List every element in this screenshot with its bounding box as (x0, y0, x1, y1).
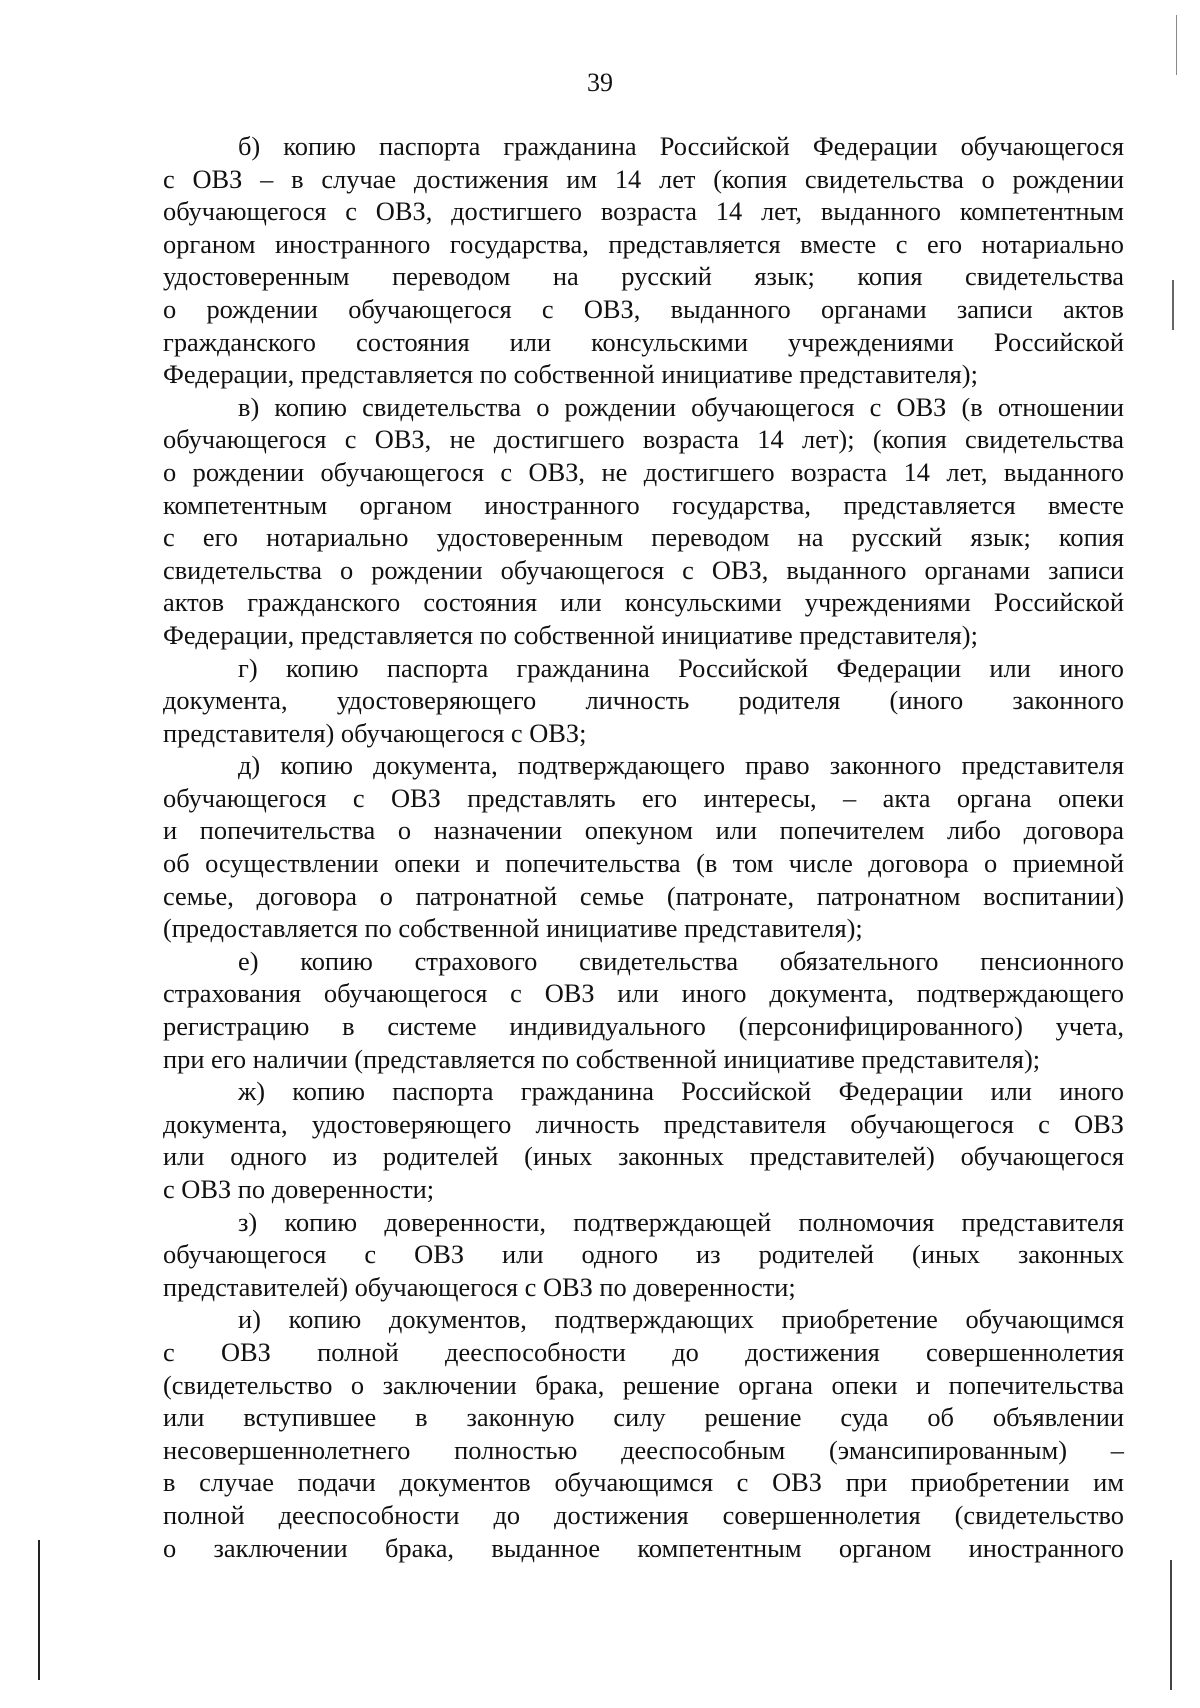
text-line: и попечительства о назначении опекуном или попечителем либо договора (163, 815, 1124, 846)
text-line: компетентным органом иностранного государства, представляется вместе (163, 489, 1124, 520)
text-line: или вступившее в законную силу решение суда об объявлении (163, 1402, 1124, 1433)
text-line: ж) копию паспорта гражданина Российской Федерации или иного (238, 1076, 1124, 1107)
text-line: и) копию документов, подтверждающих приобретение обучающимся (238, 1304, 1124, 1335)
text-line: семье, договора о патронатной семье (патронате, патронатном воспитании) (163, 880, 1124, 911)
text-line: обучающегося с ОВЗ, не достигшего возраста 14 лет); (копия свидетельства (163, 424, 1124, 455)
text-line: о заключении брака, выданное компетентным органом иностранного (163, 1532, 1124, 1563)
text-line: з) копию доверенности, подтверждающей полномочия представителя (238, 1206, 1124, 1237)
text-line: с ОВЗ полной дееспособности до достижения совершеннолетия (163, 1336, 1124, 1367)
text-line: с ОВЗ по доверенности; (163, 1174, 435, 1204)
text-line: обучающегося с ОВЗ, достигшего возраста 14 лет, выданного компетентным (163, 196, 1124, 227)
text-line: свидетельства о рождении обучающегося с ОВЗ, выданного органами записи (163, 554, 1124, 585)
text-line: с ОВЗ – в случае достижения им 14 лет (копия свидетельства о рождении (163, 163, 1124, 194)
text-line: полной дееспособности до достижения совершеннолетия (свидетельство (163, 1499, 1124, 1530)
text-line: в) копию свидетельства о рождении обучающегося с ОВЗ (в отношении (238, 391, 1124, 422)
text-line: гражданского состояния или консульскими учреждениями Российской (163, 326, 1124, 357)
text-line: при его наличии (представляется по собственной инициативе представителя); (163, 1043, 1041, 1074)
text-line: представителей) обучающегося с ОВЗ по доверенности; (163, 1271, 796, 1302)
text-line: в случае подачи документов обучающимся с ОВЗ при приобретении им (163, 1467, 1124, 1498)
text-line: обучающегося с ОВЗ или одного из родителей (иных законных (163, 1239, 1124, 1270)
document-body (163, 130, 1124, 1564)
text-line: актов гражданского состояния или консульскими учреждениями Российской (163, 587, 1124, 618)
scan-artifact-left (38, 1540, 40, 1680)
text-line: г) копию паспорта гражданина Российской Федерации или иного (238, 652, 1124, 683)
scan-artifact-right (1172, 280, 1174, 330)
text-line: документа, удостоверяющего личность представителя обучающегося с ОВЗ (163, 1108, 1124, 1139)
scan-artifact-top-right (1176, 15, 1177, 75)
text-line: о рождении обучающегося с ОВЗ, выданного органами записи актов (163, 293, 1124, 324)
scan-artifact-bottom-right (1170, 1560, 1172, 1690)
text-line: Федерации, представляется по собственной инициативе представителя); (163, 619, 978, 650)
text-line: д) копию документа, подтверждающего право законного представителя (238, 750, 1124, 781)
page-number: 39 (587, 68, 613, 97)
text-line: или одного из родителей (иных законных представителей) обучающегося (163, 1141, 1124, 1172)
text-line: органом иностранного государства, представляется вместе с его нотариально (163, 228, 1124, 259)
text-line: Федерации, представляется по собственной инициативе представителя); (163, 359, 978, 390)
text-line: представителя) обучающегося с ОВЗ; (163, 717, 587, 748)
text-line: страхования обучающегося с ОВЗ или иного документа, подтверждающего (163, 978, 1124, 1009)
text-line: об осуществлении опеки и попечительства (в том числе договора о приемной (163, 848, 1124, 879)
text-line: несовершеннолетнего полностью дееспособным (эмансипированным) – (163, 1434, 1124, 1465)
text-line: о рождении обучающегося с ОВЗ, не достигшего возраста 14 лет, выданного (163, 456, 1124, 487)
text-line: регистрацию в системе индивидуального (персонифицированного) учета, (163, 1011, 1124, 1042)
text-line: (свидетельство о заключении брака, решение органа опеки и попечительства (163, 1369, 1124, 1400)
text-line: б) копию паспорта гражданина Российской Федерации обучающегося (238, 131, 1124, 161)
text-line: документа, удостоверяющего личность родителя (иного законного (163, 685, 1124, 716)
text-line: удостоверенным переводом на русский язык; копия свидетельства (163, 261, 1124, 292)
text-line: е) копию страхового свидетельства обязательного пенсионного (238, 945, 1124, 976)
text-line: с его нотариально удостоверенным переводом на русский язык; копия (163, 522, 1124, 553)
text-line: обучающегося с ОВЗ представлять его интересы, – акта органа опеки (163, 782, 1124, 813)
text-line: (предоставляется по собственной инициативе представителя); (163, 913, 863, 944)
